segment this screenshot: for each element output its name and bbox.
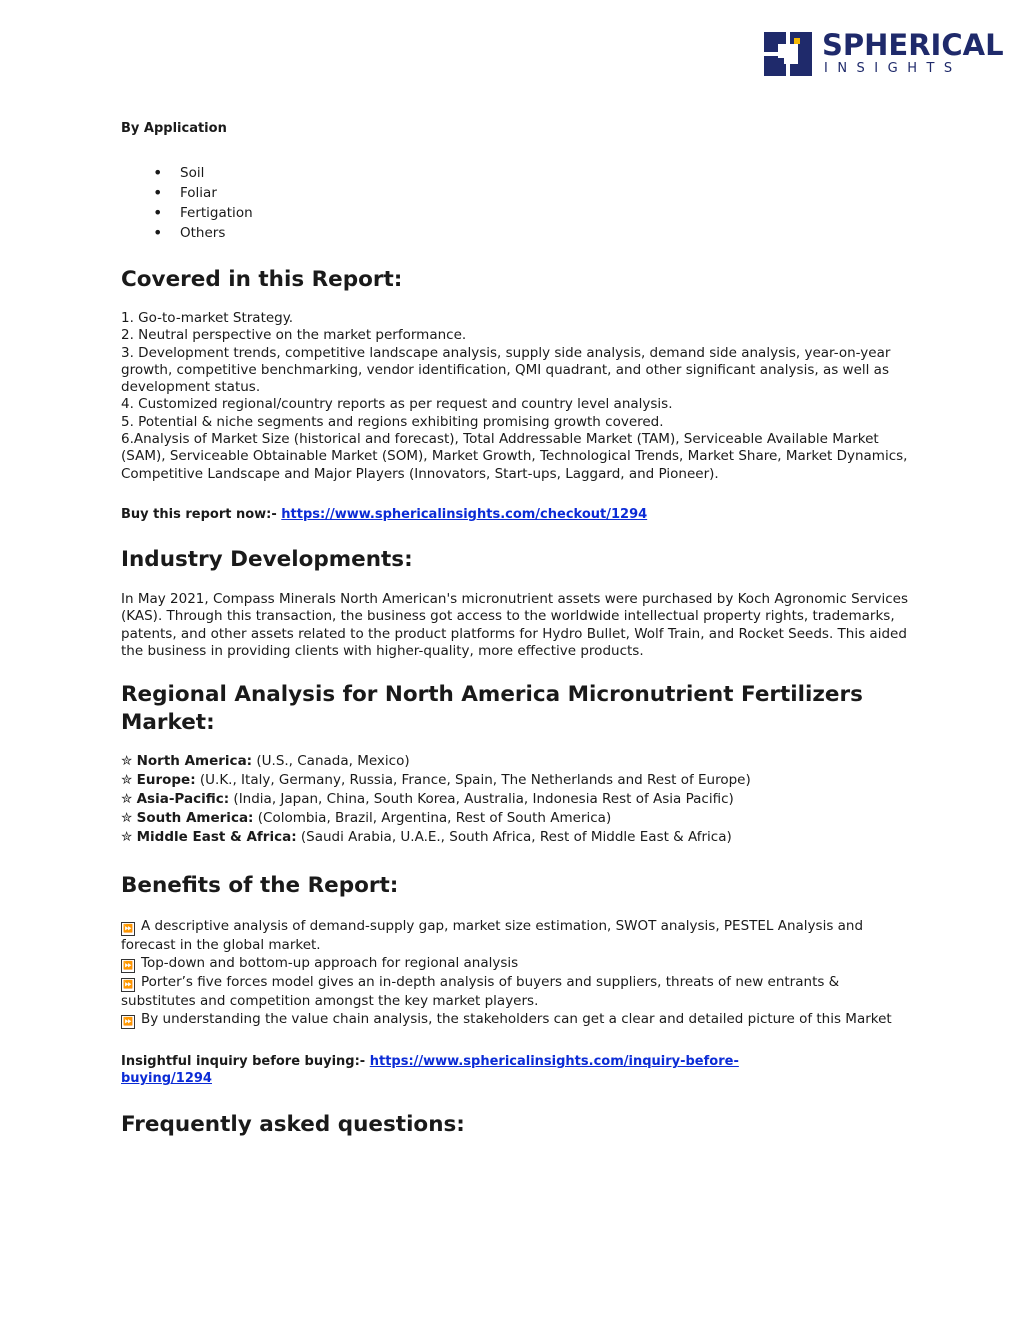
spherical-insights-logo-icon <box>764 32 812 76</box>
inquiry-link[interactable]: https://www.sphericalinsights.com/inquiry-before-buying/1294 <box>121 1054 739 1087</box>
benefits-list <box>121 917 911 1029</box>
benefit-item <box>121 917 911 954</box>
regional-heading: Regional Analysis for North America Micronutrient Fertilizers Market: <box>121 682 863 736</box>
covered-line: 1. Go-to-market Strategy. <box>121 310 294 326</box>
industry-heading: Industry Developments: <box>121 546 413 572</box>
application-heading: By Application <box>121 121 227 136</box>
list-item: • Fertigation <box>180 203 911 223</box>
list-item: • Foliar <box>180 183 911 203</box>
region-countries: (India, Japan, China, South Korea, Australia, Indonesia Rest of Asia Pacific) <box>233 791 734 808</box>
region-name: North America: <box>136 753 253 770</box>
fast-forward-icon: ⏩ <box>121 1015 135 1029</box>
region-name: Asia-Pacific: <box>136 791 230 808</box>
region-countries: (Saudi Arabia, U.A.E., South Africa, Rest of Middle East & Africa) <box>300 829 732 846</box>
brand-tagline: INSIGHTS <box>824 61 962 76</box>
covered-heading: Covered in this Report: <box>121 267 403 292</box>
star-icon: ✮ <box>121 753 133 770</box>
covered-line: 5. Potential & niche segments and regions exhibiting promising growth covered. <box>121 413 664 430</box>
inquiry-line <box>121 1053 821 1087</box>
benefit-item <box>121 954 911 973</box>
benefit-text: Top-down and bottom-up approach for regional analysis <box>141 955 519 972</box>
covered-list <box>121 310 911 483</box>
region-item <box>121 828 911 847</box>
benefit-item <box>121 973 911 1010</box>
star-icon: ✮ <box>121 772 133 789</box>
benefits-heading: Benefits of the Report: <box>121 873 399 899</box>
benefit-text: By understanding the value chain analysis, the stakeholders can get a clear and detailed picture of this Market <box>141 1011 892 1028</box>
application-list <box>121 163 911 243</box>
fast-forward-icon: ⏩ <box>121 978 135 992</box>
brand-name: SPHERICAL <box>822 28 1004 62</box>
regional-list <box>121 752 911 847</box>
region-item <box>121 752 911 771</box>
checkout-link[interactable]: https://www.sphericalinsights.com/checkout/1294 <box>281 506 648 522</box>
covered-line: 4. Customized regional/country reports as per request and country level analysis. <box>121 396 673 413</box>
region-countries: (U.K., Italy, Germany, Russia, France, Spain, The Netherlands and Rest of Europe) <box>199 772 751 789</box>
region-item <box>121 771 911 790</box>
brand-logo <box>764 28 1004 78</box>
fast-forward-icon: ⏩ <box>121 959 135 973</box>
covered-line: 2. Neutral perspective on the market performance. <box>121 327 467 344</box>
benefit-text: A descriptive analysis of demand-supply gap, market size estimation, SWOT analysis, PESTEL Analysis and forecast in the global market. <box>121 918 864 954</box>
fast-forward-icon: ⏩ <box>121 922 135 936</box>
region-item <box>121 809 911 828</box>
region-name: South America: <box>136 810 254 827</box>
region-name: Europe: <box>136 772 196 789</box>
region-item <box>121 790 911 809</box>
faq-heading: Frequently asked questions: <box>121 1112 465 1138</box>
star-icon: ✮ <box>121 791 133 808</box>
star-icon: ✮ <box>121 810 133 827</box>
benefit-text: Porter’s five forces model gives an in-depth analysis of buyers and suppliers, threats of new entrants & substitutes and competition amongst the key market players. <box>121 974 840 1010</box>
region-countries: (U.S., Canada, Mexico) <box>256 753 410 770</box>
covered-line: 3. Development trends, competitive landscape analysis, supply side analysis, demand side analysis, year-on-year growth, competitive benchmarking, vendor identification, QMI quadrant, and other significant analysis, as well as development status. <box>121 344 891 396</box>
benefit-item <box>121 1010 911 1029</box>
covered-line: 6.Analysis of Market Size (historical and forecast), Total Addressable Market (TAM), Serviceable Available Market (SAM), Serviceable Obtainable Market (SOM), Market Growth, Technological Trends, Market Share, Market Dynamics, Competitive Landscape and Major Players (Innovators, Start-ups, Laggard, and Pioneer). <box>121 431 908 482</box>
industry-text: In May 2021, Compass Minerals North American's micronutrient assets were purchased by Koch Agronomic Services (KAS). Through this transaction, the business got access to the worldwide intellectual property rights, trademarks, patents, and other assets related to the product platforms for Hydro Bullet, Wolf Train, and Rocket Seeds. This aided the business in providing clients with higher-quality, more effective products. <box>121 590 909 659</box>
inquiry-label: Insightful inquiry before buying:- <box>121 1054 370 1070</box>
region-name: Middle East & Africa: <box>136 829 297 846</box>
document-body <box>121 121 911 1139</box>
star-icon: ✮ <box>121 829 133 846</box>
list-item: • Soil <box>180 163 911 183</box>
buy-now-line <box>121 506 911 523</box>
list-item: • Others <box>180 223 911 243</box>
buy-now-label: Buy this report now:- <box>121 506 282 522</box>
region-countries: (Colombia, Brazil, Argentina, Rest of South America) <box>257 810 612 827</box>
